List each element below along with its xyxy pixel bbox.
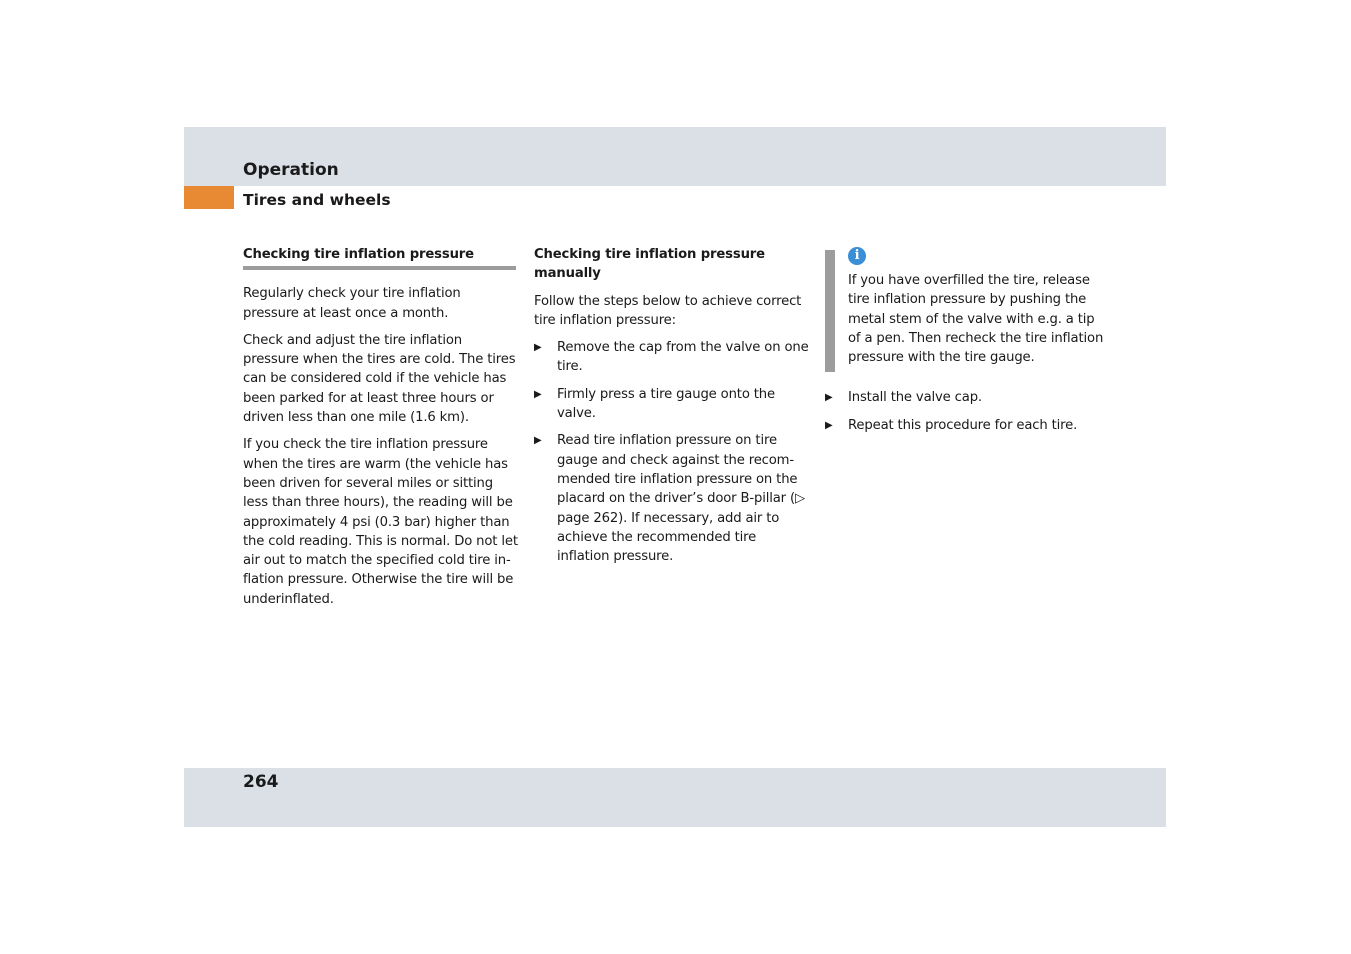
step-arrow-icon: ▶ <box>534 342 542 354</box>
column-heading: Checking tire inflation pressure <box>243 247 474 262</box>
note-side-bar <box>825 250 835 372</box>
intro-paragraph: Follow the steps below to achieve correct tire inflation pressure: <box>534 293 802 328</box>
info-note <box>825 245 1105 367</box>
step-item <box>534 385 809 424</box>
step-arrow-icon: ▶ <box>534 388 542 400</box>
step-text: Install the valve cap. <box>848 390 982 406</box>
step-arrow-icon: ▶ <box>825 392 833 404</box>
step-item <box>534 431 809 566</box>
footer-band <box>184 768 1166 827</box>
step-item <box>825 416 1105 435</box>
info-icon: i <box>848 247 866 265</box>
step-text: Repeat this procedure for each tire. <box>848 417 1078 433</box>
column-middle <box>534 245 809 574</box>
column-right <box>825 245 1105 443</box>
paragraph: Regularly check your tire inflation pressure at least once a month. <box>243 286 461 321</box>
heading-underline <box>243 266 516 270</box>
chapter-title: Operation <box>243 160 339 180</box>
step-text: Firmly press a tire gauge onto the valve. <box>557 386 775 422</box>
note-text: If you have overfilled the tire, release tire inflation pressure by pushing the metal stem of the valve with e.g. a tip of a pen. Then recheck the tire inflation pressure with the tire gauge. <box>848 273 1104 366</box>
step-item <box>534 338 809 377</box>
step-arrow-icon: ▶ <box>534 435 542 447</box>
paragraph: Check and adjust the tire inflation pressure when the tires are cold. The tires can be considered cold if the vehicle has been parked for at least three hours or driven less than one mile (1.6 km). <box>243 332 516 426</box>
step-item <box>825 388 1105 407</box>
section-title: Tires and wheels <box>243 191 391 209</box>
step-text: Read tire inflation pressure on tire gauge and check against the recom-mended tire inflation pressure on the placard on the driver’s door B-pillar (▷ page 262). If necessary, add air to achieve the recommended tire inflation pressure. <box>557 433 805 565</box>
column-heading: Checking tire inflation pressure manually <box>534 247 765 282</box>
step-text: Remove the cap from the valve on one tire. <box>557 340 809 375</box>
step-arrow-icon: ▶ <box>825 419 833 431</box>
page-number: 264 <box>243 772 279 792</box>
column-left <box>243 245 518 617</box>
section-marker-tab <box>184 186 234 209</box>
paragraph: If you check the tire inflation pressure when the tires are warm (the vehicle has been driven for several miles or sitting less than three hours), the reading will be approximately 4 psi (0.3 bar) higher than the cold reading. This is normal. Do not let air out to match the specified cold tire in-flation pressure. Otherwise the tire will be underinflated. <box>243 437 518 607</box>
